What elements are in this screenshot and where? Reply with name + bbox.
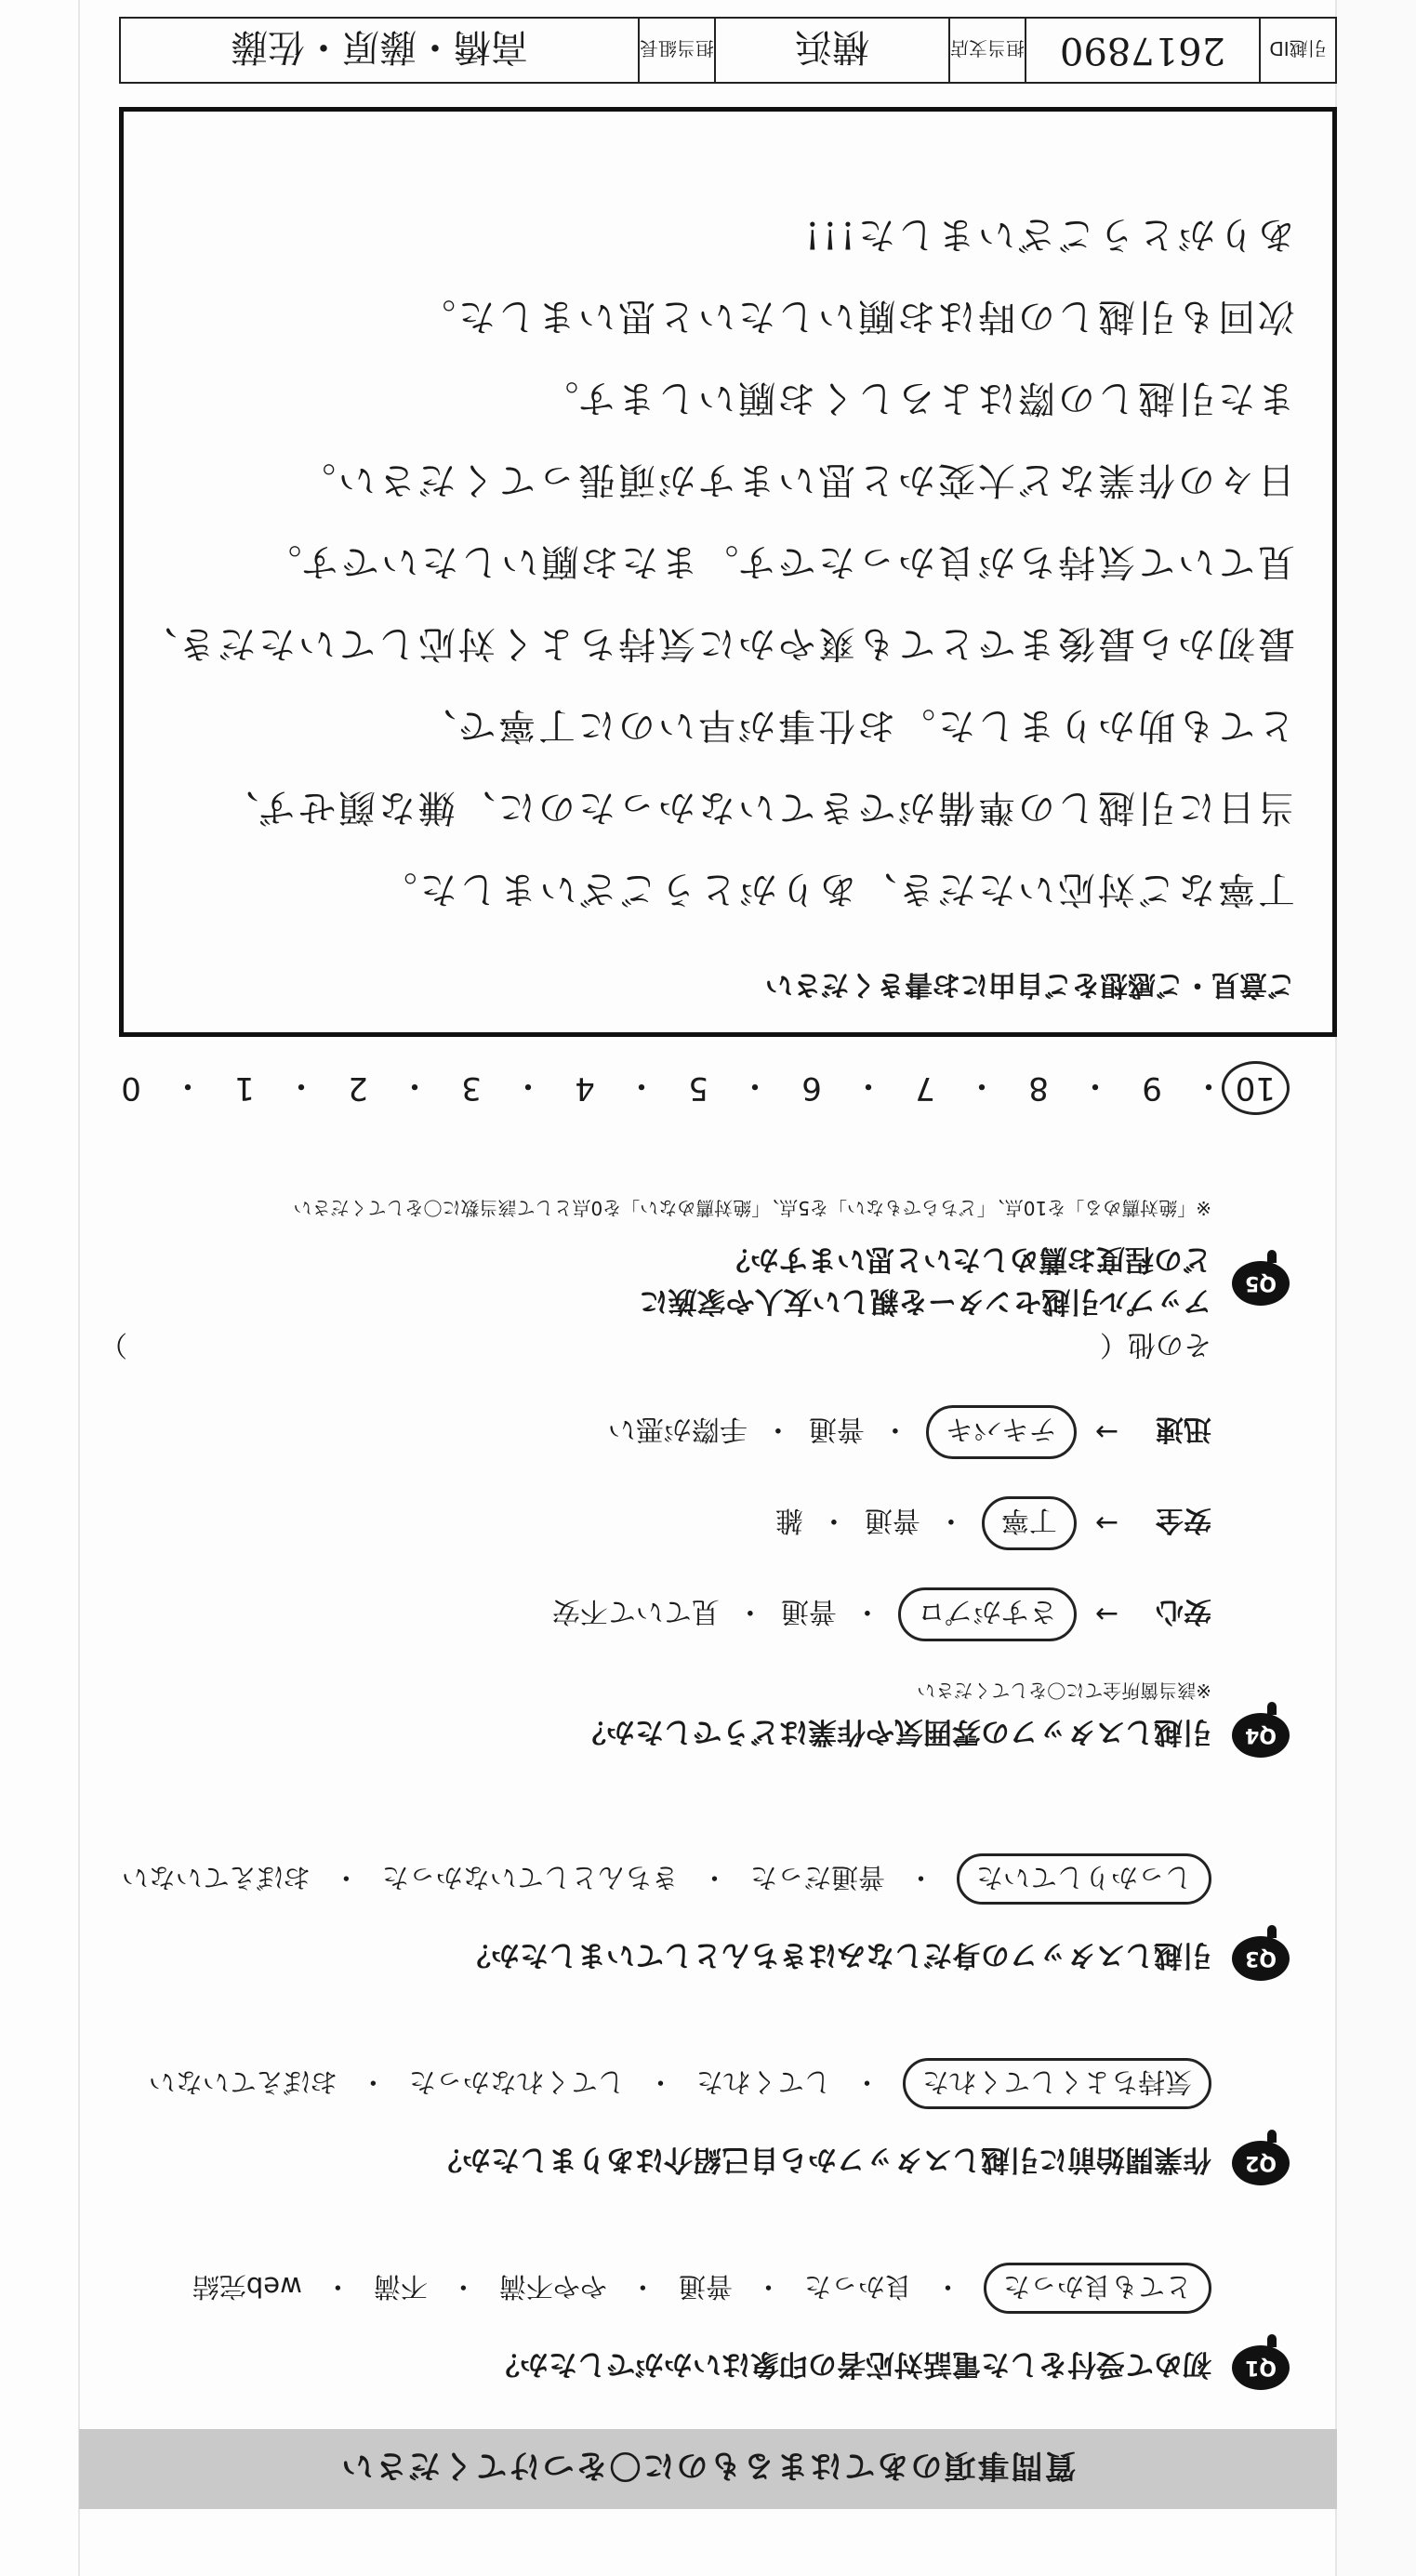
q4-option-circled[interactable]: 丁寧 xyxy=(982,1496,1077,1550)
q4-row-anzen: 安全 → 丁寧 ・ 普通 ・ 雑 xyxy=(99,1496,1211,1550)
comment-line: 当日に引越しの準備ができていなかったのに、嫌な顔せず、 xyxy=(218,786,1295,829)
q1-option[interactable]: 良かった xyxy=(803,2271,912,2303)
q2-badge-icon: Q2 xyxy=(1232,2141,1290,2185)
q4-row-anshin: 安心 → さすがプロ ・ 普通 ・ 見ていて不安 xyxy=(99,1587,1211,1641)
q1-option[interactable]: 普通 xyxy=(678,2271,733,2303)
q1-options: とても良かった ・ 良かった ・ 普通 ・ やや不満 ・ 不満 ・ web完結 xyxy=(99,2263,1211,2314)
q4-badge-icon: Q4 xyxy=(1232,1713,1290,1758)
q4-option[interactable]: 雑 xyxy=(774,1504,803,1536)
q1-option-circled[interactable]: とても良かった xyxy=(984,2263,1211,2314)
q2-option-circled[interactable]: 気持ちよくしてくれた xyxy=(903,2058,1211,2109)
q2-options: 気持ちよくしてくれた ・ してくれた ・ してくれなかった ・ おぼえていない xyxy=(99,2058,1211,2109)
comment-line: 見ていて気持ちが良かったです。またお願いしたいです。 xyxy=(261,540,1295,583)
comment-line: 日々の作業など大変かと思いますが頑張ってください。 xyxy=(296,458,1295,501)
q4-option[interactable]: 普通 xyxy=(864,1504,920,1536)
id-table xyxy=(119,17,1337,84)
comment-box[interactable] xyxy=(119,107,1337,1037)
instruction-banner xyxy=(79,2429,1337,2509)
comment-line: また引越しの際はよろしくお願いします。 xyxy=(538,377,1295,419)
q5-score-circled[interactable]: 10 xyxy=(1222,1062,1290,1116)
id-value: 2617890 xyxy=(1025,19,1259,82)
q3-options: しっかりしていた ・ 普通だった ・ きちんとしていなかった ・ おぼえていない xyxy=(99,1853,1211,1905)
arrow-right-icon: → xyxy=(1094,1598,1118,1631)
crew-value: 高橋・藤原・佐藤 xyxy=(231,25,528,69)
q4-option-circled[interactable]: テキパキ xyxy=(926,1405,1077,1459)
comment-line: 次回も引越しの時はお願いしたいと思いました。 xyxy=(416,295,1295,338)
q4-row-label: 安全 xyxy=(1156,1504,1211,1536)
comment-line: ありがとうございました!!! xyxy=(801,213,1295,256)
q2-text: 作業開始前に引越しスタッフから自己紹介はありましたか？ xyxy=(433,2143,1211,2177)
arrow-right-icon: → xyxy=(1094,1507,1118,1540)
q4-row-label: 迅速 xyxy=(1156,1413,1211,1445)
q4-option[interactable]: 見ていて不安 xyxy=(551,1595,720,1627)
q5-score[interactable]: 3 xyxy=(461,1069,482,1108)
q2-option[interactable]: してくれた xyxy=(695,2066,831,2098)
comment-box-title: ご意見・ご感想をご自由にお書きください xyxy=(765,968,1295,1001)
q3-text: 引越しスタッフの身だしなみはきちんとしていましたか？ xyxy=(462,1938,1211,1972)
paper-edge-left xyxy=(1335,0,1416,2576)
question-q1 xyxy=(99,2263,1290,2390)
instruction-text: 質問事項のあてはまるものに〇をつけてください xyxy=(339,2447,1077,2485)
q4-option[interactable]: 普通 xyxy=(808,1413,865,1445)
q1-option[interactable]: 不満 xyxy=(373,2271,428,2303)
paper-edge-right xyxy=(0,0,80,2576)
q5-score[interactable]: 1 xyxy=(234,1069,255,1108)
q5-score[interactable]: 2 xyxy=(348,1069,368,1108)
q1-badge-icon: Q1 xyxy=(1232,2345,1290,2390)
comment-handwriting xyxy=(137,193,1295,930)
branch-label: 担当支店 xyxy=(948,19,1025,82)
q3-option[interactable]: きちんとしていなかった xyxy=(381,1862,679,1893)
q4-option[interactable]: 手際が悪い xyxy=(607,1413,748,1445)
q5-text-line1: アップル引越センターを親しい友人や家族に xyxy=(639,1284,1211,1318)
q5-score[interactable]: 0 xyxy=(121,1069,141,1108)
q5-score-scale: 10 ・ 9 ・ 8 ・ 7 ・ 6 ・ 5 ・ 4 ・ 3 ・ 2 ・ 1 ・ 0 xyxy=(81,1066,1290,1111)
question-q3 xyxy=(99,1853,1290,1981)
q4-option[interactable]: 普通 xyxy=(780,1595,837,1627)
q4-other-row xyxy=(99,1327,1211,1368)
q5-score[interactable]: 5 xyxy=(688,1069,708,1108)
arrow-right-icon: → xyxy=(1094,1415,1118,1449)
q1-text: 初めて受付をした電話対応者の印象はいかがでしたか？ xyxy=(491,2347,1211,2382)
q4-row-jinsoku: 迅速 → テキパキ ・ 普通 ・ 手際が悪い xyxy=(99,1405,1211,1459)
q5-score[interactable]: 4 xyxy=(575,1069,595,1108)
q5-score[interactable]: 7 xyxy=(915,1069,935,1108)
q3-badge-icon: Q3 xyxy=(1232,1936,1290,1981)
q1-option[interactable]: やや不満 xyxy=(498,2271,607,2303)
q5-badge-icon: Q5 xyxy=(1232,1261,1290,1306)
branch-value: 横浜 xyxy=(714,19,948,82)
question-q4 xyxy=(99,1327,1290,1758)
comment-line: とても助かりました。お仕事が早いのに丁寧で、 xyxy=(416,704,1295,747)
q5-score[interactable]: 9 xyxy=(1142,1069,1162,1108)
id-label: 引越ID xyxy=(1259,19,1335,82)
q3-option[interactable]: おぼえていない xyxy=(121,1862,311,1893)
q3-option-circled[interactable]: しっかりしていた xyxy=(957,1853,1211,1905)
q2-option[interactable]: おぼえていない xyxy=(148,2066,337,2098)
question-q2 xyxy=(99,2058,1290,2185)
comment-line: 丁寧なご対応いただき、ありがとうございました。 xyxy=(377,868,1295,910)
q4-text: 引越しスタッフの雰囲気や作業はどうでしたか？ xyxy=(577,1715,1211,1749)
q1-option[interactable]: web完結 xyxy=(192,2271,302,2303)
q4-option-circled[interactable]: さすがプロ xyxy=(898,1587,1077,1641)
q2-option[interactable]: してくれなかった xyxy=(408,2066,625,2098)
q4-other-label: その他（ xyxy=(1100,1328,1211,1361)
q4-note: ※該当箇所全てに〇をしてください xyxy=(917,1680,1211,1702)
question-q5 xyxy=(99,1196,1290,1325)
q5-note: ※「絶対薦める」を10点、「どちらでもない」を5点、「絶対薦めない」を0点として該当数に〇をしてください xyxy=(293,1197,1211,1219)
crew-label: 担当組長 xyxy=(638,19,714,82)
q5-score[interactable]: 6 xyxy=(801,1069,822,1108)
q5-score[interactable]: 8 xyxy=(1028,1069,1049,1108)
q4-other-close: ） xyxy=(99,1328,127,1361)
comment-line: 最初から最後までとても爽やかに気持ちよく対応していただき、 xyxy=(137,622,1295,665)
q3-option[interactable]: 普通だった xyxy=(749,1862,885,1893)
q5-text-line2: どの程度お薦めしたいと思いますか？ xyxy=(721,1242,1211,1276)
q4-row-label: 安心 xyxy=(1156,1595,1211,1627)
